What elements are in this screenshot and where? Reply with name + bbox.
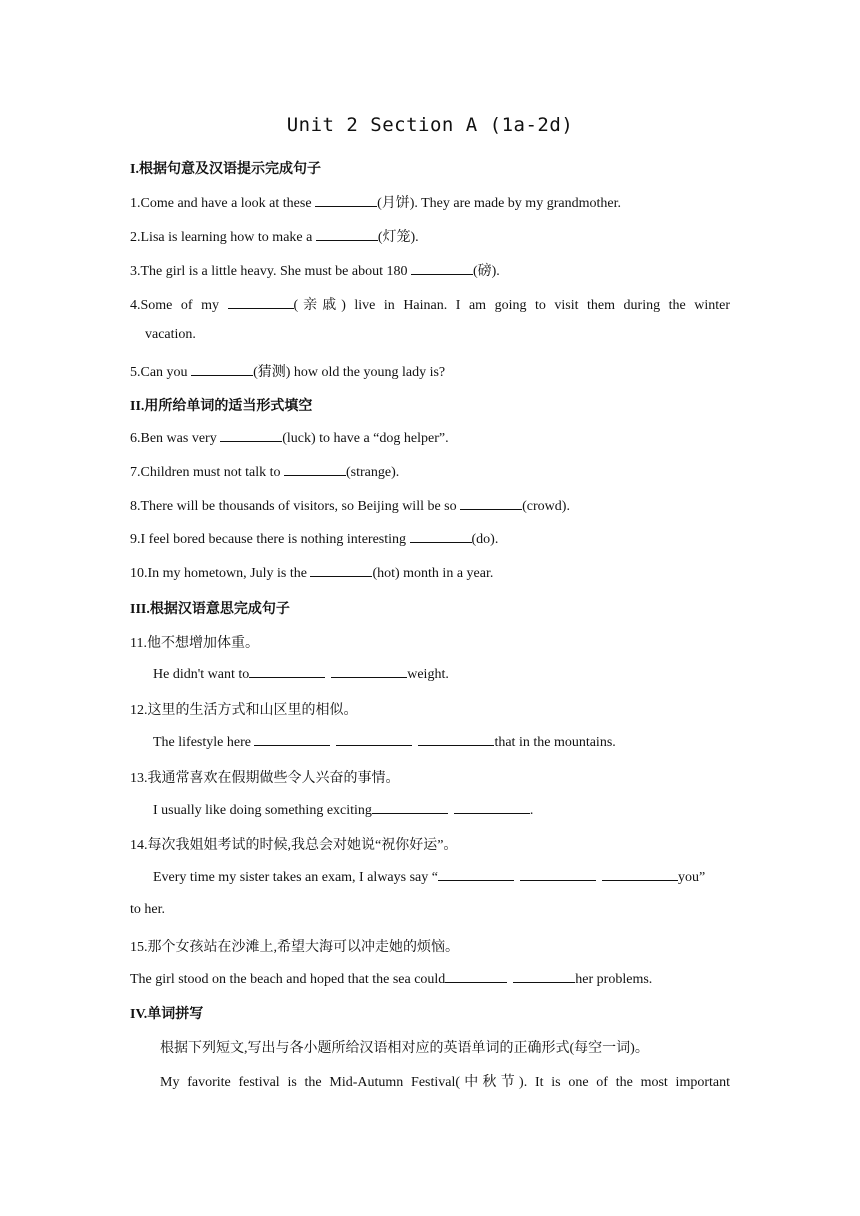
question-6-text-a: 6.Ben was very — [130, 431, 221, 446]
answer-blank[interactable] — [410, 530, 472, 543]
question-9-text-a: 9.I feel bored because there is nothing interesting — [130, 532, 410, 547]
question-11 — [153, 665, 449, 683]
question-8-text-a: 8.There will be thousands of visitors, so Beijing will be so — [130, 499, 461, 514]
question-8-text-b: (crowd). — [522, 499, 570, 514]
question-2-text-b: (灯笼). — [377, 230, 419, 245]
question-10-text-a: 10.In my hometown, July is the — [130, 566, 311, 581]
question-4-continued: vacation. — [145, 327, 196, 342]
question-2-text-a: 2.Lisa is learning how to make a — [130, 230, 316, 245]
question-6-text-b: (luck) to have a “dog helper”. — [282, 431, 449, 446]
answer-blank[interactable] — [454, 801, 530, 814]
question-13-chinese: 13.我通常喜欢在假期做些令人兴奋的事情。 — [130, 771, 400, 786]
question-3-text-b: (磅). — [472, 264, 500, 279]
question-13-text-b: . — [529, 803, 534, 818]
section-3-heading: III.根据汉语意思完成句子 — [130, 602, 290, 617]
question-14 — [153, 868, 705, 886]
answer-blank[interactable] — [520, 868, 596, 881]
question-9 — [130, 530, 498, 548]
question-12-text-a: The lifestyle here — [153, 735, 255, 750]
question-11-chinese: 11.他不想增加体重。 — [130, 636, 259, 651]
answer-blank[interactable] — [316, 228, 378, 241]
answer-blank[interactable] — [513, 970, 575, 983]
question-15-text-b: her problems. — [575, 972, 653, 987]
question-15-text-a: The girl stood on the beach and hoped that the sea could — [130, 972, 446, 987]
question-15-chinese: 15.那个女孩站在沙滩上,希望大海可以冲走她的烦恼。 — [130, 940, 459, 955]
page-title: Unit 2 Section A (1a-2d) — [286, 114, 574, 136]
answer-blank[interactable] — [336, 733, 412, 746]
question-3-text-a: 3.The girl is a little heavy. She must be about 180 — [130, 264, 411, 279]
section-4-passage: My favorite festival is the Mid-Autumn Festival(中秋节). It is one of the most important — [160, 1075, 730, 1090]
question-7-text-a: 7.Children must not talk to — [130, 465, 284, 480]
question-9-text-b: (do). — [471, 532, 499, 547]
question-4-text-b: (亲戚) live in Hainan. I am going to visit them during the winter — [293, 298, 730, 313]
section-4-heading: IV.单词拼写 — [130, 1007, 204, 1022]
answer-blank[interactable] — [310, 564, 372, 577]
question-6 — [130, 429, 449, 447]
answer-blank[interactable] — [249, 665, 325, 678]
question-5-text-a: 5.Can you — [130, 365, 192, 380]
question-2 — [130, 226, 419, 246]
question-11-text-a: He didn't want to — [153, 667, 250, 682]
question-10 — [130, 564, 493, 582]
question-15 — [130, 970, 652, 988]
answer-blank[interactable] — [254, 733, 330, 746]
question-10-text-b: (hot) month in a year. — [372, 566, 494, 581]
answer-blank[interactable] — [228, 296, 294, 309]
answer-blank[interactable] — [602, 868, 678, 881]
answer-blank[interactable] — [284, 463, 346, 476]
question-14-text-b: you” — [677, 870, 706, 885]
answer-blank[interactable] — [315, 194, 377, 207]
question-8 — [130, 497, 570, 515]
question-12 — [153, 733, 616, 751]
question-3 — [130, 260, 500, 280]
question-13 — [153, 801, 533, 819]
question-1-text-b: (月饼). They are made by my grandmother. — [377, 196, 621, 211]
question-11-text-b: weight. — [407, 667, 449, 682]
question-14-continued: to her. — [130, 902, 165, 917]
answer-blank[interactable] — [372, 801, 448, 814]
question-7-text-b: (strange). — [346, 465, 400, 480]
answer-blank[interactable] — [220, 429, 282, 442]
section-2-heading: II.用所给单词的适当形式填空 — [130, 399, 313, 414]
answer-blank[interactable] — [445, 970, 507, 983]
question-12-chinese: 12.这里的生活方式和山区里的相似。 — [130, 703, 358, 718]
question-5 — [130, 361, 445, 381]
question-5-text-b: (猜测) how old the young lady is? — [253, 365, 446, 380]
question-4 — [130, 294, 730, 314]
answer-blank[interactable] — [460, 497, 522, 510]
question-12-text-b: that in the mountains. — [494, 735, 616, 750]
question-13-text-a: I usually like doing something exciting — [153, 803, 372, 818]
answer-blank[interactable] — [418, 733, 494, 746]
question-4-text-a: 4.Some of my — [130, 298, 228, 313]
section-1-heading: I.根据句意及汉语提示完成句子 — [130, 162, 321, 177]
section-4-instruction: 根据下列短文,写出与各小题所给汉语相对应的英语单词的正确形式(每空一词)。 — [160, 1041, 649, 1056]
question-14-text-a: Every time my sister takes an exam, I always say “ — [153, 870, 438, 885]
question-14-chinese: 14.每次我姐姐考试的时候,我总会对她说“祝你好运”。 — [130, 838, 458, 853]
question-1-text-a: 1.Come and have a look at these — [130, 196, 316, 211]
question-7 — [130, 463, 399, 481]
question-1 — [130, 192, 621, 212]
answer-blank[interactable] — [411, 262, 473, 275]
answer-blank[interactable] — [191, 363, 253, 376]
answer-blank[interactable] — [438, 868, 514, 881]
answer-blank[interactable] — [331, 665, 407, 678]
